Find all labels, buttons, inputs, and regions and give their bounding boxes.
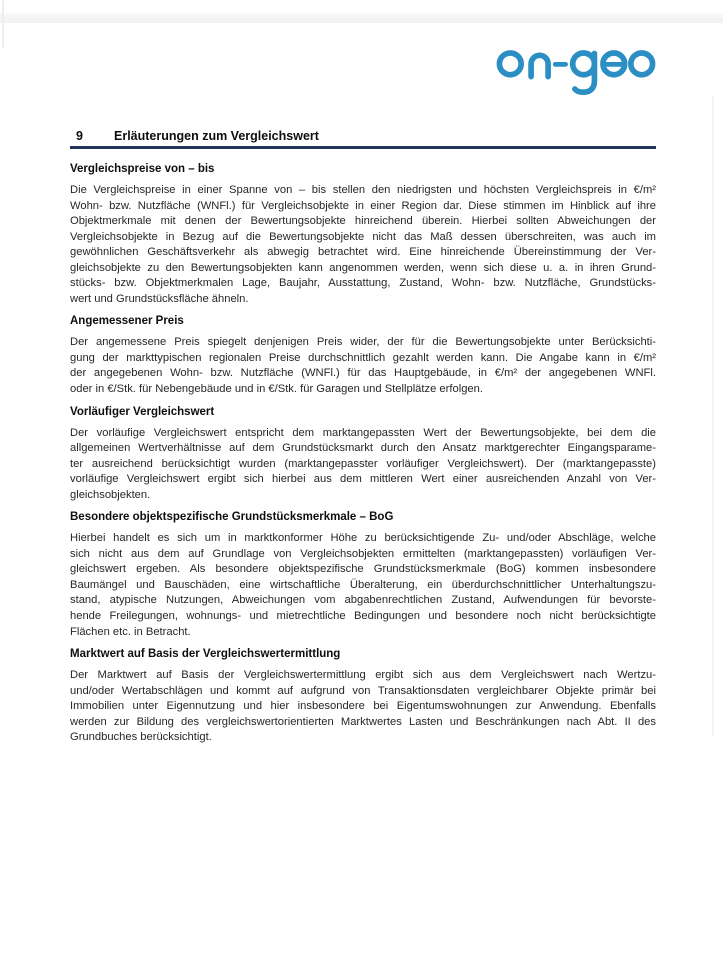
paragraph-line: sich nicht aus dem auf Grundlage von Vergleichsobjekten ermittelten (marktangepassten) vorläufigen Ver-	[70, 547, 656, 560]
section-heading: Besondere objektspezifische Grundstücksmerkmale – BoG	[70, 511, 394, 524]
section-paragraph	[70, 183, 656, 307]
paragraph-line: oder in €/Stk. für Nebengebäude und in €/Stk. für Garagen und Stellplätze erfolgen.	[70, 383, 483, 396]
document-section	[70, 511, 656, 640]
paragraph-line: Baumängel und Bauschäden, eine wirtschaftliche Überalterung, ein überdurchschnittlicher Unterhaltungszu-	[70, 578, 656, 591]
paragraph-line: der angegebenen Wohn- bzw. Nutzfläche (WNFl.) für das Hauptgebäude, in €/m² der angegebenen WNFl.	[70, 367, 656, 380]
document-section	[70, 406, 656, 504]
paragraph-line: Immobilien unter Eigennutzung und hier insbesondere bei Eigentumswohnungen zur Anwendung. Ebenfalls	[70, 700, 656, 713]
paragraph-line: Wohn- bzw. Nutzfläche (WNFl.) für Vergleichsobjekte in einer Region dar. Diese stimmen im Hinblick auf ihre	[70, 199, 656, 212]
section-heading: Marktwert auf Basis der Vergleichswertermittlung	[70, 648, 341, 661]
paragraph-line: gung der markttypischen regionalen Preise durchschnittlich gezahlt werden kann. Die Angabe kann in €/m²	[70, 351, 656, 364]
paragraph-line: Grundbuches berücksichtigt.	[70, 731, 212, 744]
paragraph-line: Flächen etc. in Betracht.	[70, 625, 191, 638]
paragraph-line: Hierbei handelt es sich um in marktkonformer Höhe zu berücksichtigende Zu- und/oder Abschläge, welche	[70, 532, 656, 545]
ongeo-logo-icon	[496, 44, 656, 96]
scan-edge-right	[712, 96, 714, 736]
sections-container	[70, 163, 656, 746]
section-heading: Vergleichspreise von – bis	[70, 163, 215, 175]
section-paragraph	[70, 426, 656, 504]
paragraph-line: gleichsobjekte zu den Bewertungsobjekten kann angenommen werden, wenn sich diese u. a. in ihren Grund-	[70, 261, 656, 274]
paragraph-line: ter ausreichend berücksichtigt wurden (marktangepasster vorläufiger Vergleichswert). Der (marktangepasste)	[70, 457, 656, 470]
paragraph-line: hende Freilegungen, wohnungs- und mietrechtliche Bedingungen und besondere noch nicht berücksichtigte	[70, 610, 656, 623]
page-content	[70, 0, 656, 746]
chapter-title: Erläuterungen zum Vergleichswert	[114, 129, 319, 143]
header	[70, 44, 656, 96]
chapter-heading	[70, 129, 656, 144]
paragraph-line: stand, atypische Nutzungen, Abweichungen vom abgabenrechtlichen Zustand, Aufwendungen für bevorste-	[70, 594, 656, 607]
paragraph-line: gleichswert ergeben. Als besondere objektspezifische Grundstücksmerkmale (BoG) kommen insbesondere	[70, 563, 656, 576]
paragraph-line: Der vorläufige Vergleichswert entspricht dem marktangepassten Wert der Bewertungsobjekte, bei dem die	[70, 426, 656, 439]
paragraph-line: gewöhnlichen Geschäftsverkehr als abwegig betrachtet wird. Eine hinreichende Übereinstimmung der Ver-	[70, 246, 656, 259]
paragraph-line: werden zur Bildung des vergleichswertorientierten Marktwertes Lasten und Beschränkungen nach Abt. II des	[70, 715, 656, 728]
section-paragraph	[70, 335, 656, 397]
document-section	[70, 648, 656, 746]
paragraph-line: Objektmerkmale mit denen der Bewertungsobjekte hinreichend überein. Hierbei sollten Abweichungen der	[70, 215, 656, 228]
paragraph-line: Der Marktwert auf Basis der Vergleichswertermittlung ergibt sich aus dem Vergleichswert nach Wertzu-	[70, 669, 656, 682]
paragraph-line: allgemeinen Wertverhältnisse auf dem Grundstücksmarkt durch den Ansatz marktgerechter Eingangsparame-	[70, 442, 656, 455]
paragraph-line: Der angemessene Preis spiegelt denjenigen Preis wider, der für die Bewertungsobjekte unter Berücksichti-	[70, 336, 656, 349]
paragraph-line: Vergleichsobjekte in Bezug auf die Bewertungsobjekte nicht das Maß dessen überschreiten, was auch im	[70, 230, 656, 243]
paragraph-line: vorläufige Vergleichswert ergibt sich hierbei aus dem mittleren Wert einer ausreichenden Anzahl von Ver-	[70, 473, 656, 486]
scan-edge-left	[2, 0, 4, 48]
paragraph-line: stücks- bzw. Objektmerkmalen Lage, Baujahr, Ausstattung, Zustand, Wohn- bzw. Nutzfläche, Grundstücks-	[70, 277, 656, 290]
section-heading: Vorläufiger Vergleichswert	[70, 405, 215, 418]
paragraph-line: gleichsobjekten.	[70, 488, 151, 501]
ongeo-logo	[496, 44, 656, 96]
chapter-number: 9	[76, 129, 83, 143]
document-section	[70, 315, 656, 397]
paragraph-line: und/oder Wertabschlägen und kommt auf aufgrund von Transaktionsdaten vergleichbarer Objekte primär bei	[70, 684, 656, 697]
section-paragraph	[70, 531, 656, 640]
heading-rule	[70, 146, 656, 149]
paragraph-line: wert und Grundstücksfläche ähneln.	[70, 292, 249, 305]
document-section	[70, 163, 656, 307]
section-heading: Angemessener Preis	[70, 315, 184, 328]
section-paragraph	[70, 668, 656, 746]
paragraph-line: Die Vergleichspreise in einer Spanne von – bis stellen den niedrigsten und höchsten Vergleichspreis in €/m²	[70, 184, 656, 196]
